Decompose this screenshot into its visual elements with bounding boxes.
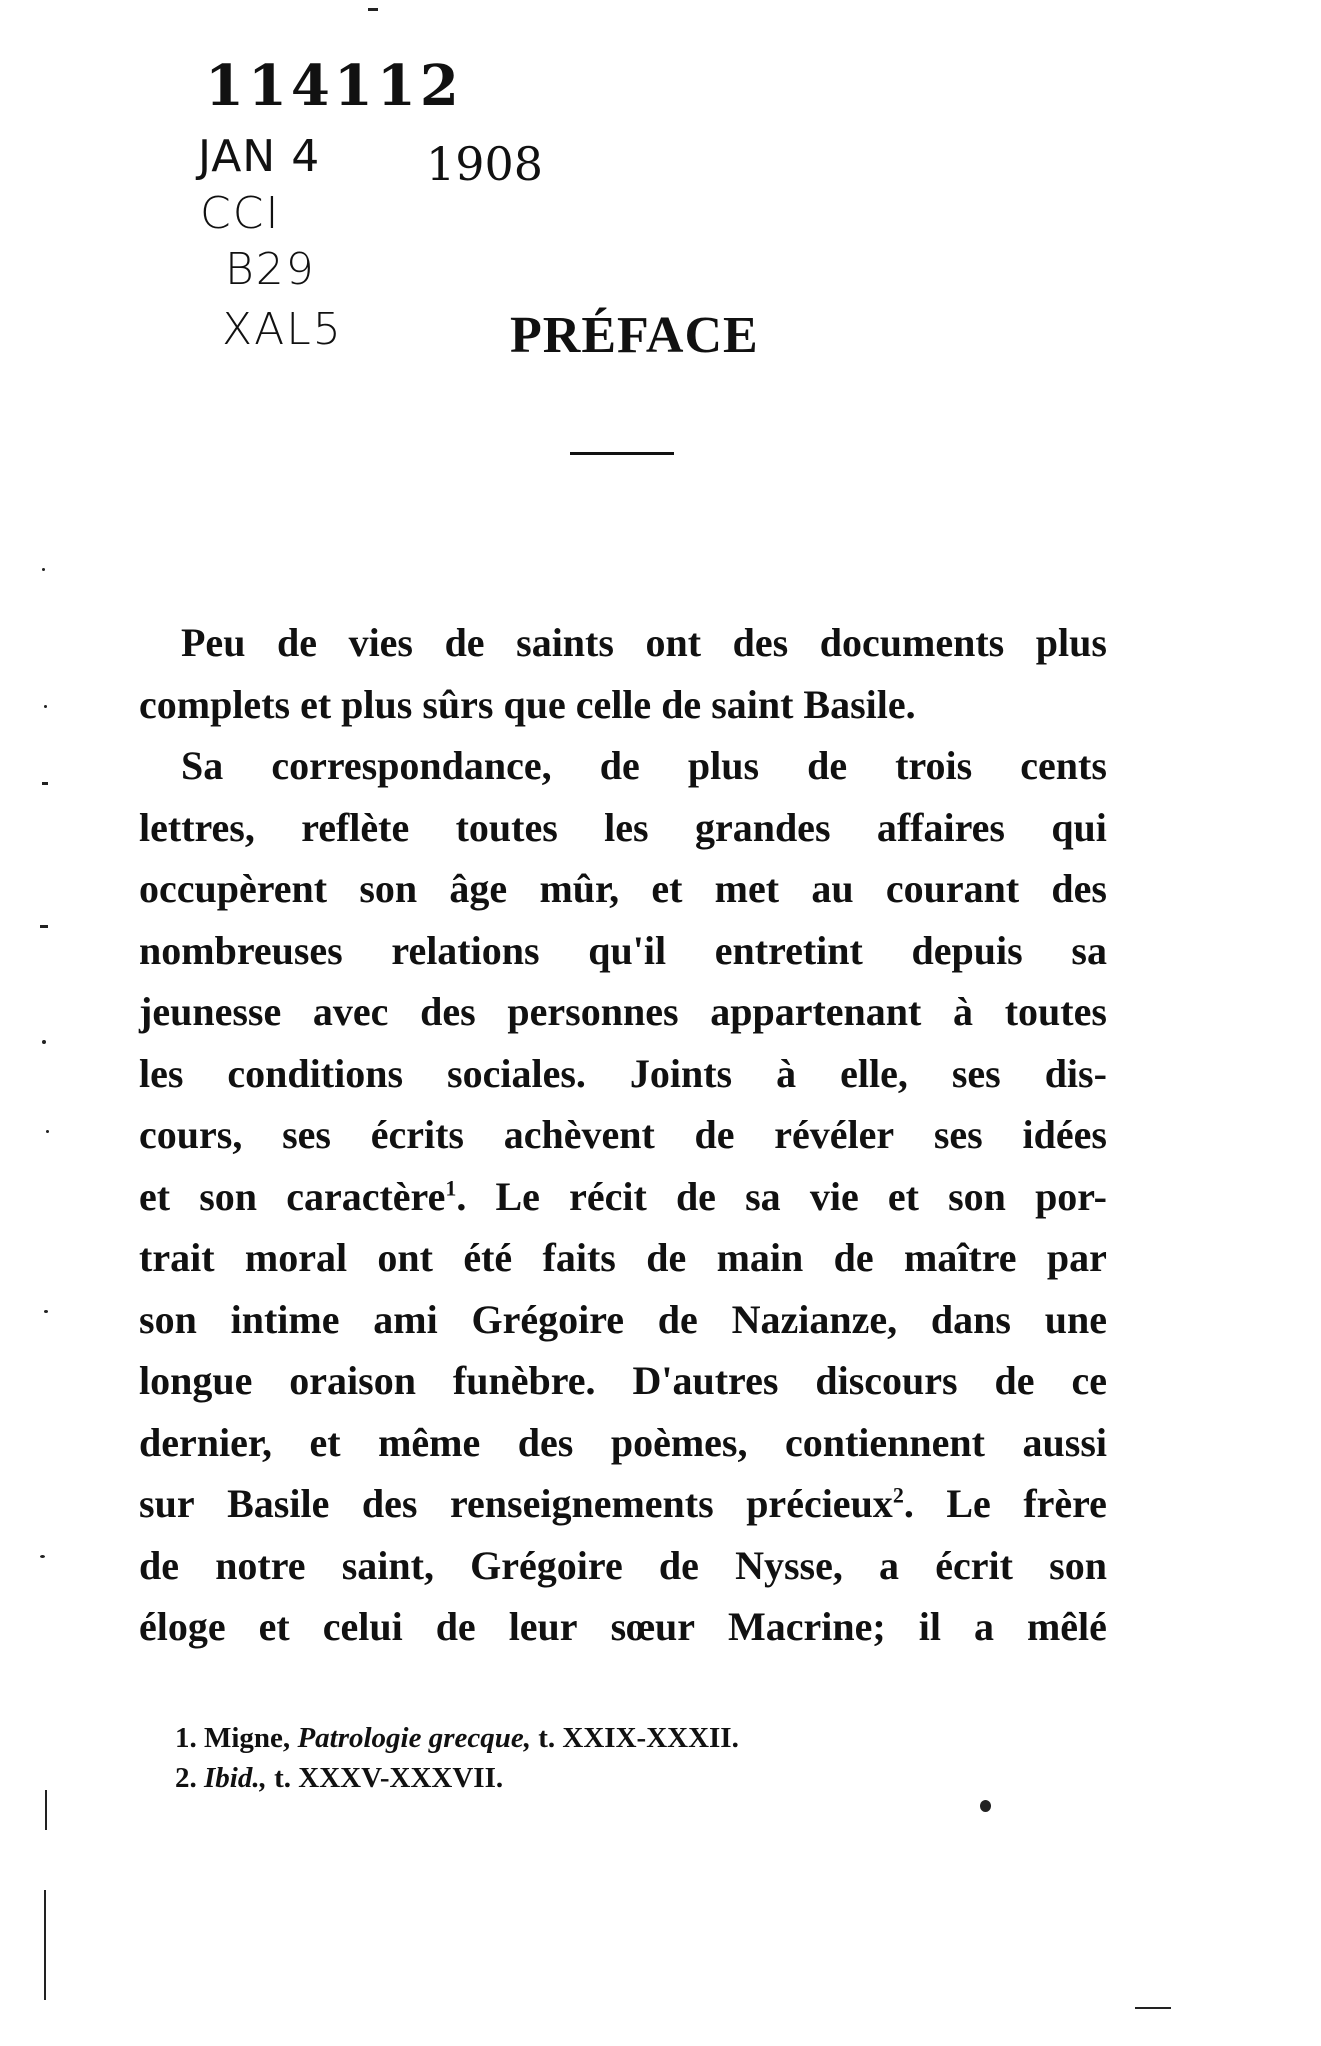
text-line: éloge et celui de leur sœur Macrine; il a mêlé [139,1604,1107,1649]
call-number-line: CCI [200,188,281,239]
scan-speck [980,1800,991,1812]
text-line: complets et plus sûrs que celle de saint Basile. [139,681,916,727]
scan-speck [45,1790,47,1830]
scan-speck [44,705,47,708]
scan-speck [42,1040,46,1044]
scan-speck [46,1130,49,1133]
text-line: Peu de vies de saints ont des documents plus [181,620,1107,665]
page-title: PRÉFACE [510,307,759,364]
call-number-line: XAL5 [222,304,343,355]
text-line: les conditions sociales. Joints à elle, ses dis- [139,1050,1107,1096]
scan-speck [42,568,45,571]
accession-date-month: JAN 4 [198,131,321,182]
footnotes [175,1718,935,1798]
accession-date-year: 1908 [426,137,544,191]
text-line: et son caractère$^1$. Le récit de sa vie et son por- [139,1173,1107,1219]
scan-speck [44,1310,48,1313]
text-line: nombreuses relations qu'il entretint depuis sa [139,927,1107,973]
footnote: 1. Migne, Patrologie grecque, t. XXIX-XXXII. [175,1722,739,1754]
scan-speck [42,782,48,785]
accession-date [198,131,544,191]
body-text [139,612,1107,1658]
scan-speck [40,925,48,928]
scan-speck [44,1890,46,2000]
text-line: trait moral ont été faits de main de maître par [139,1235,1107,1280]
accession-number: 114112 [205,53,463,119]
call-number-line: B29 [225,244,316,295]
text-line: longue oraison funèbre. D'autres discours de ce [139,1358,1107,1403]
text-line: Sa correspondance, de plus de trois cents [181,743,1107,788]
text-line: occupèrent son âge mûr, et met au courant des [139,866,1107,911]
title-rule [570,452,674,455]
footnote-ref: 2 [892,1482,904,1508]
text-line: dernier, et même des poèmes, contiennent aussi [139,1419,1107,1465]
footnote-ref: 1 [445,1175,457,1201]
text-line: son intime ami Grégoire de Nazianze, dans une [139,1296,1107,1342]
scan-speck [1135,2007,1171,2009]
text-line: lettres, reflète toutes les grandes affaires qui [139,804,1107,850]
scan-speck [40,1555,45,1558]
text-line: de notre saint, Grégoire de Nysse, a écrit son [139,1542,1107,1588]
scan-speck [368,8,378,11]
text-line: cours, ses écrits achèvent de révéler ses idées [139,1112,1107,1157]
text-line: sur Basile des renseignements précieux$^2$. Le frère [139,1481,1107,1526]
text-line: jeunesse avec des personnes appartenant à toutes [139,989,1107,1034]
footnote: 2. Ibid., t. XXXV-XXXVII. [175,1762,504,1794]
